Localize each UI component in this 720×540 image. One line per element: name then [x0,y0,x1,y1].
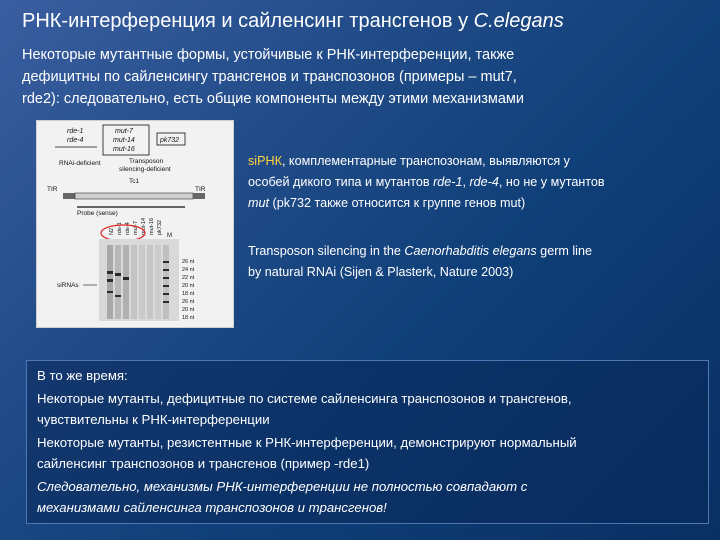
sirna-term: siРНК [248,154,282,168]
size-label: 18 nt [182,291,195,297]
conclusion-line: чувствительны к РНК-интерференции [37,412,270,427]
sirna-note-text: , [462,175,470,189]
transposon-label: Transposon [129,158,164,165]
intro-paragraph [22,44,702,110]
sirna-note-gene: rde-4 [469,175,499,189]
sirna-note-text: , но не у мутантов [498,175,605,189]
citation-note [248,241,708,283]
size-label: 20 nt [182,283,195,289]
size-label: 24 nt [182,267,195,273]
citation-text: germ line [536,244,592,258]
slide-title [22,8,712,34]
size-label: 20 nt [182,307,195,313]
sirna-gel-figure [36,120,234,328]
conclusion-line: Следовательно, механизмы РНК-интерференции не полностью совпадают с [37,479,528,494]
citation-line: by natural RNAi (Sijen & Plasterk, Nature 2003) [248,265,514,279]
size-label: 22 nt [182,275,195,281]
mut-label: mut-16 [113,146,135,153]
pk-label: pk732 [160,137,180,144]
slide-title-text: РНК-интерференция и сайленсинг трансгенов у [22,10,474,32]
marker-label: M [167,233,172,239]
sirna-note-gene: mut [248,196,269,210]
sirna-note-line [248,193,708,214]
sirna-note [248,151,708,214]
svg-text:mut-16: mut-16 [149,217,155,235]
sirna-note-line [248,172,708,193]
svg-text:rde-4: rde-4 [125,222,131,235]
conclusion-line: Некоторые мутанты, резистентные к РНК-интерференции, демонстрируют нормальный [37,435,577,450]
size-label: 26 nt [182,259,195,265]
svg-text:mut-14: mut-14 [141,217,147,235]
transposon-label: silencing-deficient [119,166,171,173]
svg-text:pk732: pk732 [157,220,163,235]
svg-text:mut-7: mut-7 [133,220,139,235]
tir-label: TIR [47,186,58,193]
citation-text: Transposon silencing in the [248,244,405,258]
sirnas-label: siRNAs [57,282,79,289]
svg-text:rde-1: rde-1 [117,222,123,235]
svg-text:N2: N2 [109,227,115,235]
conclusion-line: сайленсинг транспозонов и трансгенов (пример -rde1) [37,456,370,471]
conclusion-line: В то же время: [37,368,128,383]
size-label: 26 nt [182,299,195,305]
sirna-note-line [248,151,708,172]
gel-figure-graphic [37,121,233,327]
sirna-note-text: , комплементарные транспозонам, выявляются у [281,154,570,168]
conclusion-box [26,360,709,524]
rnai-deficient-label: RNAi-deficient [59,160,101,167]
probe-label: Probe (sense) [77,210,118,217]
size-label: 18 nt [182,315,195,321]
intro-line: rde2): следовательно, есть общие компоненты между этими механизмами [22,91,524,107]
rde-label: rde-4 [67,137,84,144]
conclusion-line: механизмами сайленсинга транспозонов и трансгенов! [37,500,387,515]
sirna-note-text: особей дикого типа и мутантов [248,175,434,189]
tir-label: TIR [195,186,206,193]
slide-title-species: C.elegans [473,10,564,32]
conclusion-line: Некоторые мутанты, дефицитные по системе сайленсинга транспозонов и трансгенов, [37,391,572,406]
tc-label: Tc1 [129,178,140,185]
mut-label: mut-14 [113,137,135,144]
sirna-note-gene: rde-1 [433,175,463,189]
mut-label: mut-7 [115,128,133,135]
citation-line [248,241,708,262]
citation-species: Caenorhabditis elegans [404,244,537,258]
intro-line: Некоторые мутантные формы, устойчивые к РНК-интерференции, также [22,47,515,63]
rde-label: rde-1 [67,128,84,135]
intro-line: дефицитны по сайленсингу трансгенов и транспозонов (примеры – mut7, [22,69,517,85]
sirna-note-text: (pk732 также относится к группе генов mut) [269,196,526,210]
